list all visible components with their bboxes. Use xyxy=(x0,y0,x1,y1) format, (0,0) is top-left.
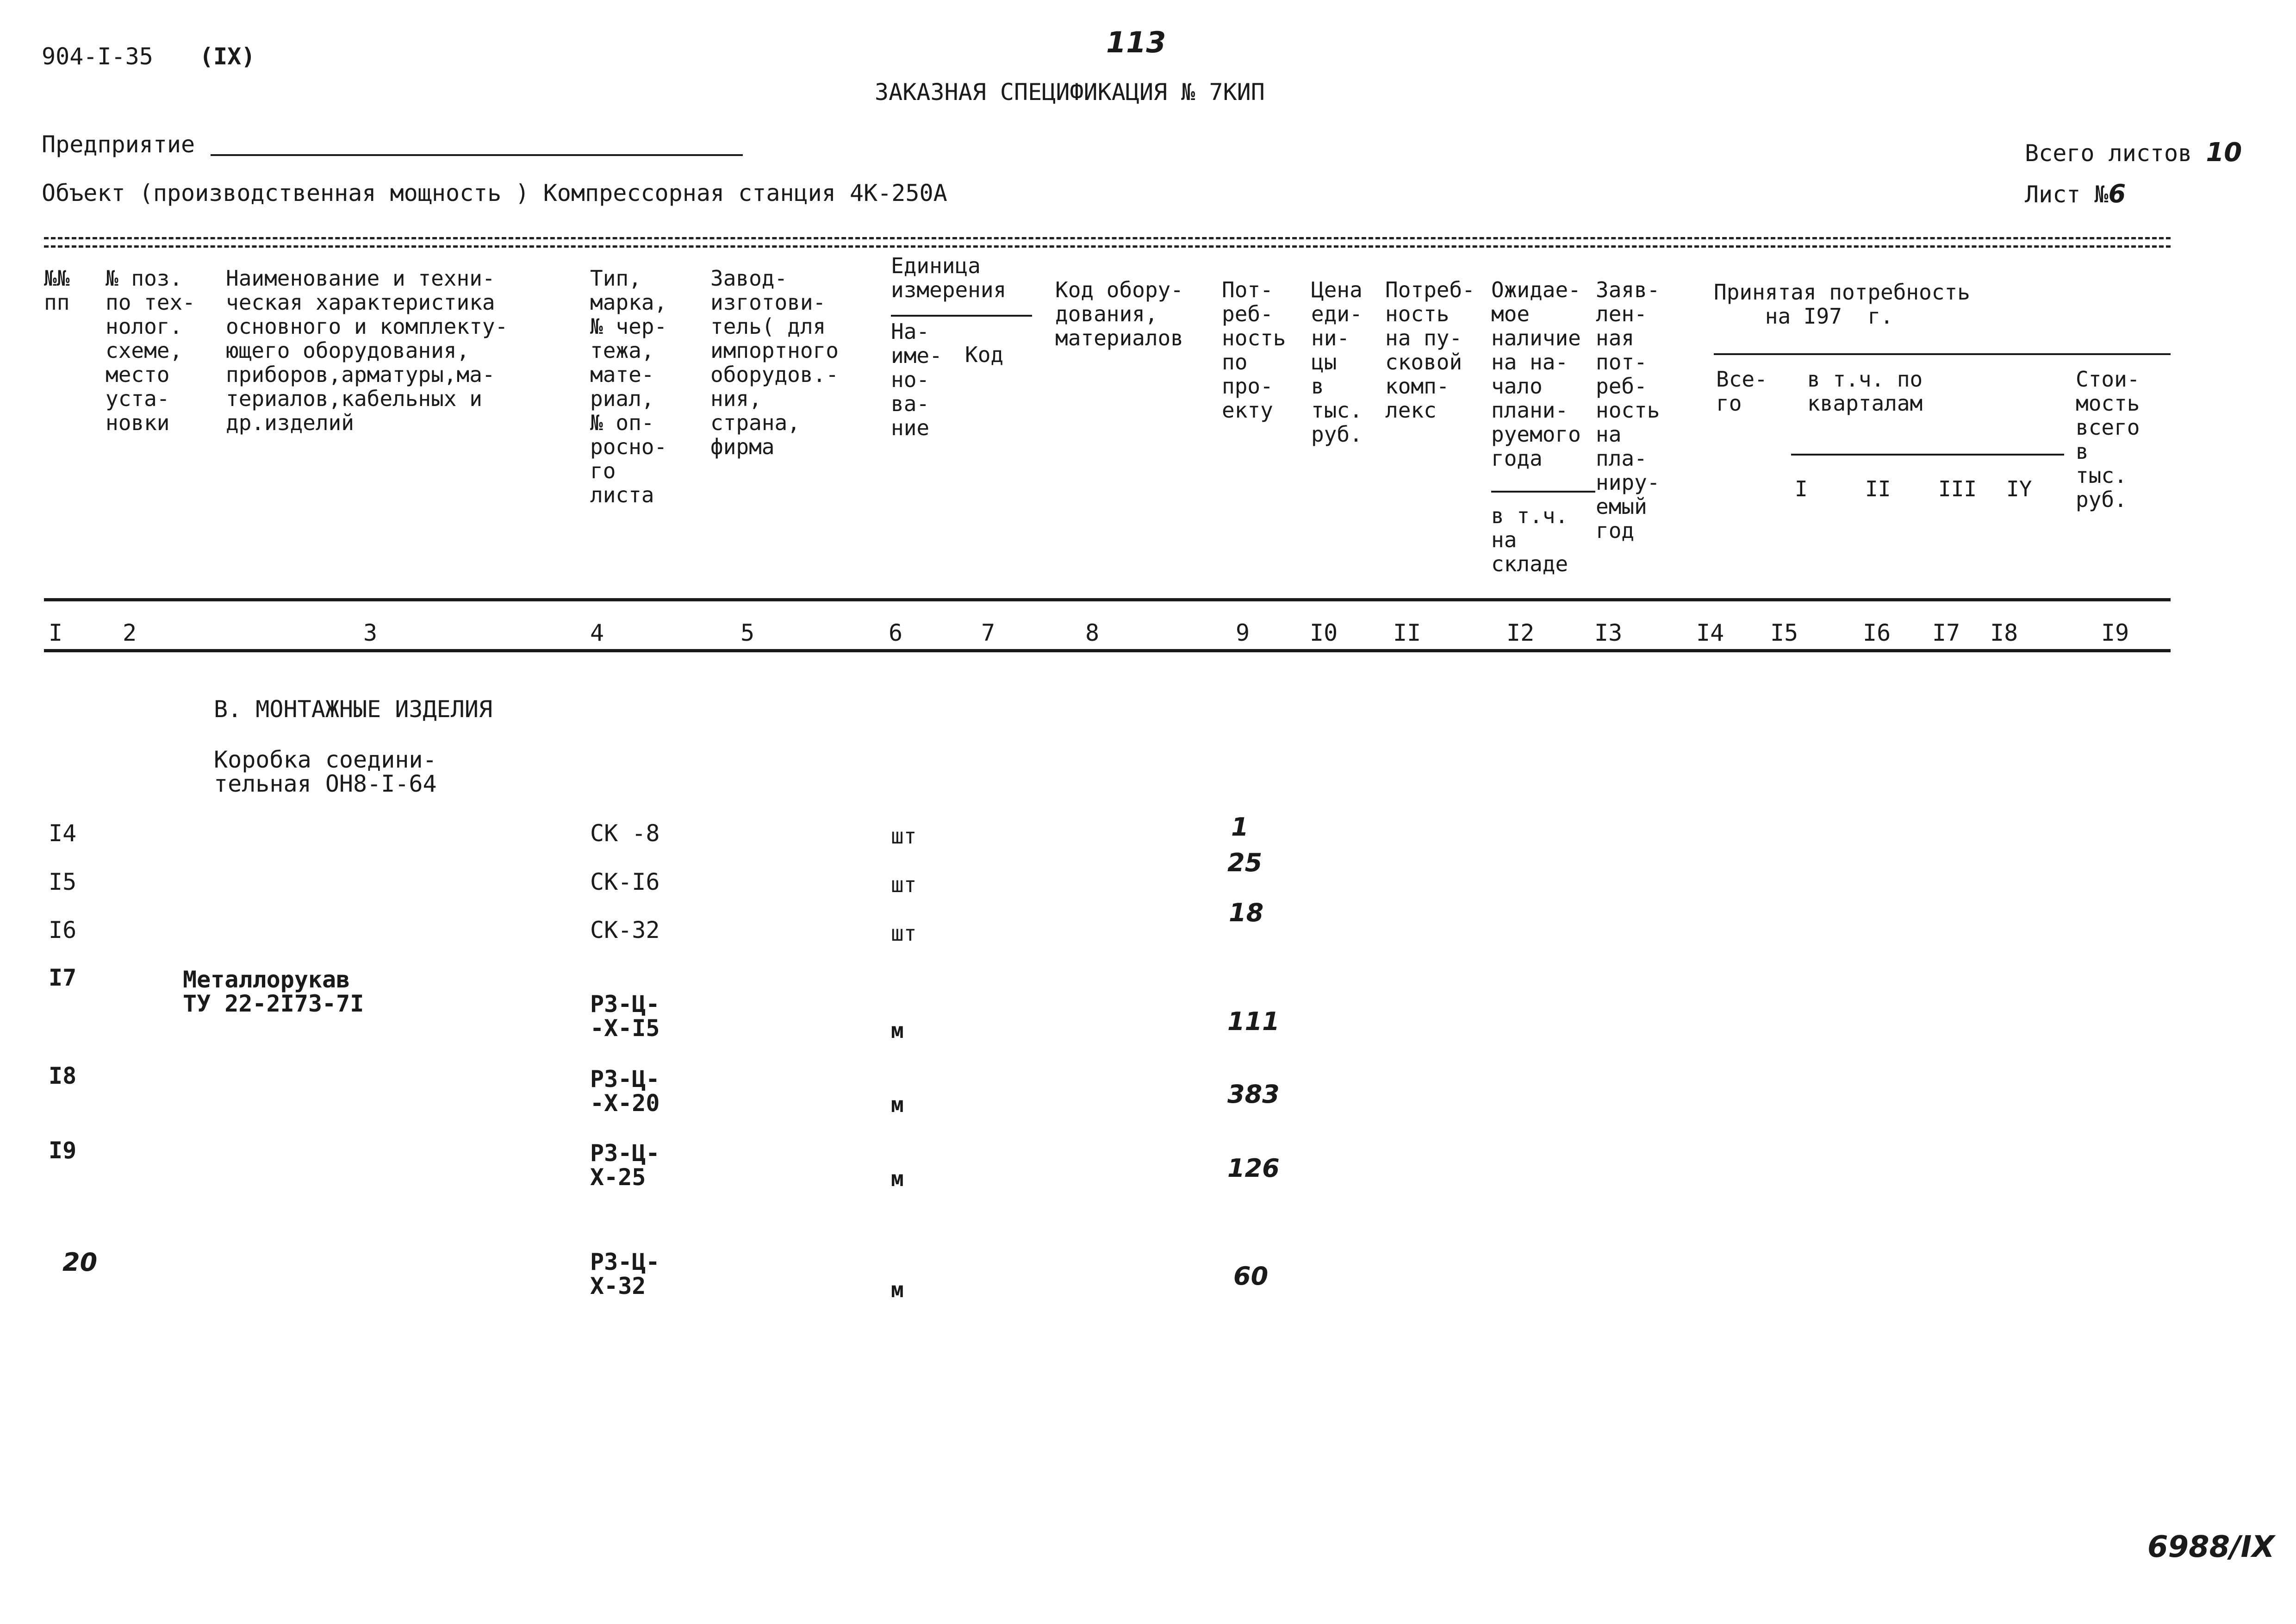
row-unit: шт xyxy=(891,872,917,897)
col-number: I xyxy=(49,619,63,646)
row-unit: м xyxy=(891,1092,904,1117)
header-col-12-top: Ожидае- мое наличие на на- чало плани- руемого года xyxy=(1491,277,1581,471)
row-number: I8 xyxy=(49,1062,77,1089)
row-qty: 18 xyxy=(1229,898,1264,927)
row-type: СК-32 xyxy=(590,917,660,943)
row-unit: шт xyxy=(891,921,917,946)
accepted-group-underline xyxy=(1714,353,2171,355)
header-bottom-rule xyxy=(44,598,2171,601)
section-title: В. МОНТАЖНЫЕ ИЗДЕЛИЯ xyxy=(214,696,493,723)
header-q1: I xyxy=(1795,476,1808,501)
row-unit: м xyxy=(891,1277,904,1302)
header-col-6: На- име- но- ва- ние xyxy=(891,319,942,440)
header-col-13: Заяв- лен- ная пот- реб- ность на пла- ниру- емый год xyxy=(1596,277,1660,543)
sheet-label: Лист № xyxy=(2025,181,2109,208)
header-col-8: Код обору- дования, материалов xyxy=(1055,277,1183,350)
row-qty: 25 xyxy=(1227,848,1263,877)
numbers-bottom-rule xyxy=(44,649,2171,652)
header-col-3: Наименование и техни- ческая характеристика основного и комплекту- ющего оборудования, приборов,арматуры,ма- териалов,кабельных и др.изделий xyxy=(226,266,508,435)
col-number: I7 xyxy=(1932,619,1960,646)
quarters-underline xyxy=(1791,454,2064,456)
table-top-dashed-line-2 xyxy=(44,245,2171,248)
col-number: I2 xyxy=(1506,619,1535,646)
row-number: I6 xyxy=(49,917,77,943)
col-number: 7 xyxy=(981,619,996,646)
row-unit: м xyxy=(891,1166,904,1191)
col-number: 3 xyxy=(363,619,378,646)
doc-title: ЗАКАЗНАЯ СПЕЦИФИКАЦИЯ № 7КИП xyxy=(875,79,1265,106)
header-q4: IY xyxy=(2006,476,2032,501)
col-number: I8 xyxy=(1990,619,2018,646)
row-number: I5 xyxy=(49,868,77,895)
col-number: 5 xyxy=(740,619,755,646)
inventory-stamp: 6988/IX xyxy=(2147,1530,2275,1564)
col-number: I5 xyxy=(1770,619,1798,646)
col-number: I4 xyxy=(1696,619,1724,646)
header-col-2: № поз. по тех- нолог. схеме, место уста- новки xyxy=(106,266,195,435)
doc-code xyxy=(42,44,255,69)
table-top-dashed-line xyxy=(44,237,2171,239)
row-number: 20 xyxy=(62,1248,98,1277)
object-line xyxy=(42,181,947,206)
enterprise-label: Предприятие xyxy=(42,131,195,158)
header-col-12-bottom: в т.ч. на складе xyxy=(1491,503,1568,576)
doc-part: (IX) xyxy=(199,43,255,70)
header-unit-group: Единица измерения xyxy=(891,253,1007,302)
header-col-4: Тип, марка, № чер- тежа, мате- риал, № оп- росно- го листа xyxy=(590,266,667,507)
col-number: II xyxy=(1393,619,1421,646)
row-number: I7 xyxy=(49,964,77,991)
header-col-11: Потреб- ность на пу- сковой комп- лекс xyxy=(1385,277,1475,423)
header-col-14: Все- го xyxy=(1716,367,1767,416)
object-value: Компрессорная станция 4К-250А xyxy=(543,180,947,206)
group-name-hose: Металлорукав ТУ 22-2I73-7I xyxy=(183,966,364,1017)
row-qty: 126 xyxy=(1227,1154,1280,1183)
row-type: РЗ-Ц- -Х-20 xyxy=(590,1066,660,1117)
row-type: СК-I6 xyxy=(590,868,660,895)
row-type: РЗ-Ц- Х-32 xyxy=(590,1249,660,1299)
header-q3: III xyxy=(1938,476,1977,501)
col-number: 4 xyxy=(590,619,604,646)
sheets-total-value: 10 xyxy=(2206,137,2242,168)
header-q2: II xyxy=(1865,476,1891,501)
unit-group-underline xyxy=(891,315,1032,317)
col-number: 9 xyxy=(1236,619,1250,646)
row-type: РЗ-Ц- Х-25 xyxy=(590,1140,660,1191)
header-quarters-group: в т.ч. по кварталам xyxy=(1807,367,1923,416)
row-type: СК -8 xyxy=(590,820,660,847)
row-unit: м xyxy=(891,1018,904,1043)
page-number: 113 xyxy=(1106,25,1166,59)
sheet-number xyxy=(2025,181,2126,207)
enterprise-underline xyxy=(211,154,743,156)
sheet-value: 6 xyxy=(2108,179,2126,208)
group-name-box: Коробка соедини- тельная ОН8-I-64 xyxy=(214,746,437,797)
col-number: I6 xyxy=(1863,619,1891,646)
col-number: I9 xyxy=(2101,619,2129,646)
header-col-10: Цена еди- ни- цы в тыс. руб. xyxy=(1311,277,1363,447)
col-number: 6 xyxy=(889,619,903,646)
row-number: I4 xyxy=(49,820,77,847)
row-number: I9 xyxy=(49,1137,77,1164)
header-col-9: Пот- реб- ность по про- екту xyxy=(1222,277,1286,423)
row-qty: 60 xyxy=(1233,1262,1269,1291)
sheets-total xyxy=(2025,137,2242,168)
doc-code-text: 904-I-35 xyxy=(42,43,153,70)
row-qty: 111 xyxy=(1227,1007,1280,1036)
row-qty: 1 xyxy=(1231,812,1249,842)
row-type: РЗ-Ц- -Х-I5 xyxy=(590,991,660,1042)
col-number: I3 xyxy=(1594,619,1623,646)
col-number: 8 xyxy=(1085,619,1100,646)
header-col-1: №№ пп xyxy=(44,266,70,315)
object-label: Объект (производственная мощность ) xyxy=(42,180,529,206)
sheets-total-label: Всего листов xyxy=(2025,140,2192,167)
col-12-divider xyxy=(1491,491,1595,493)
header-col-5: Завод- изготови- тель( для импортного оборудов.- ния, страна, фирма xyxy=(710,266,839,459)
col-number: 2 xyxy=(123,619,137,646)
row-qty: 383 xyxy=(1227,1080,1280,1109)
header-col-7: Код xyxy=(965,342,1004,367)
header-col-19: Стои- мость всего в тыс. руб. xyxy=(2076,367,2140,512)
row-unit: шт xyxy=(891,824,917,849)
header-accepted-group: Принятая потребность на I97 г. xyxy=(1714,280,1970,329)
col-number: I0 xyxy=(1310,619,1338,646)
